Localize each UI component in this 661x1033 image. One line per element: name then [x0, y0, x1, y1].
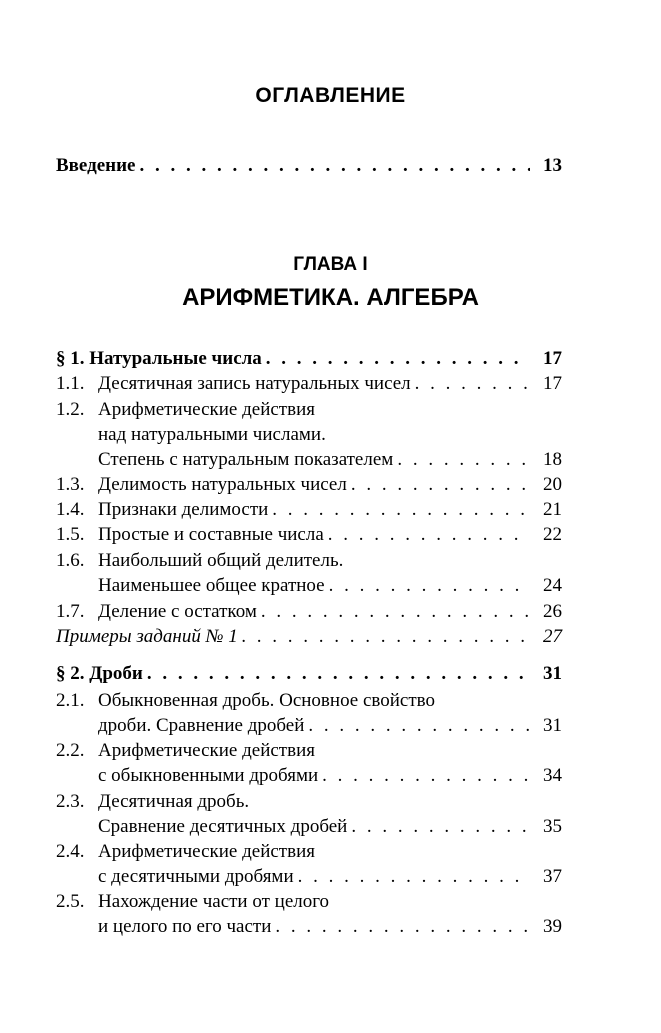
entry-title: Десятичная запись натуральных чисел — [98, 373, 411, 394]
entry-page-number: 22 — [543, 524, 562, 545]
leader-dots — [275, 914, 530, 939]
toc-row — [56, 548, 562, 573]
toc-row — [56, 346, 562, 371]
toc-row — [56, 599, 562, 624]
entry-title: Признаки делимости — [98, 499, 269, 520]
toc-row — [56, 153, 562, 178]
entry-title: над натуральными числами. — [98, 424, 326, 445]
entry-title: Арифметические действия — [98, 740, 315, 761]
entry-number: 2.4. — [56, 841, 85, 862]
entry-title: с десятичными дробями — [98, 866, 294, 887]
leader-dots — [242, 624, 530, 649]
chapter-title: АРИФМЕТИКА. АЛГЕБРА — [182, 284, 479, 311]
toc-entry — [56, 688, 562, 738]
entry-title: Делимость натуральных чисел — [98, 474, 347, 495]
entry-number: 1.5. — [56, 524, 85, 545]
toc-row — [56, 814, 562, 839]
entry-page-number: 21 — [543, 499, 562, 520]
leader-dots — [351, 814, 530, 839]
toc-row — [56, 397, 562, 422]
entry-title: § 1. Натуральные числа — [56, 348, 262, 369]
toc-row — [56, 713, 562, 738]
entry-title: дроби. Сравнение дробей — [98, 715, 305, 736]
entry-number: 2.3. — [56, 791, 85, 812]
entry-page-number: 24 — [543, 575, 562, 596]
entry-number: 2.1. — [56, 690, 85, 711]
leader-dots — [272, 497, 530, 522]
entry-page-number: 20 — [543, 474, 562, 495]
leader-dots — [147, 661, 530, 686]
entry-page-number: 35 — [543, 816, 562, 837]
leader-dots — [328, 522, 530, 547]
intro-page-number: 13 — [543, 155, 562, 176]
toc-row — [56, 422, 562, 447]
entry-number: 1.6. — [56, 550, 85, 571]
toc-entry — [56, 661, 562, 686]
toc-row — [56, 763, 562, 788]
toc-entry — [56, 624, 562, 649]
entry-page-number: 34 — [543, 765, 562, 786]
leader-dots — [397, 447, 530, 472]
toc-entry-intro — [56, 153, 562, 178]
toc-title: ОГЛАВЛЕНИЕ — [255, 84, 406, 107]
entry-page-number: 31 — [543, 663, 562, 684]
entry-page-number: 17 — [543, 348, 562, 369]
intro-title: Введение — [56, 155, 136, 176]
leader-dots — [329, 573, 530, 598]
entry-number: 1.7. — [56, 601, 85, 622]
leader-dots — [298, 864, 530, 889]
toc-row — [56, 839, 562, 864]
toc-row — [56, 497, 562, 522]
entry-title: Примеры заданий № 1 — [56, 626, 238, 647]
entry-title: Простые и составные числа — [98, 524, 324, 545]
toc-row — [56, 864, 562, 889]
leader-dots — [415, 371, 530, 396]
toc-entry — [56, 789, 562, 839]
toc-row — [56, 914, 562, 939]
leader-dots — [140, 153, 531, 178]
entry-number: 1.1. — [56, 373, 85, 394]
toc-row — [56, 472, 562, 497]
entry-page-number: 27 — [543, 626, 562, 647]
entry-title: Степень с натуральным показателем — [98, 449, 394, 470]
entry-title: Наименьшее общее кратное — [98, 575, 325, 596]
entry-page-number: 26 — [543, 601, 562, 622]
toc-entry — [56, 889, 562, 939]
toc-entry — [56, 472, 562, 497]
entry-page-number: 31 — [543, 715, 562, 736]
leader-dots — [322, 763, 530, 788]
entry-number: 2.5. — [56, 891, 85, 912]
chapter-number: ГЛАВА I — [293, 254, 368, 275]
toc-row — [56, 688, 562, 713]
leader-dots — [261, 599, 530, 624]
entry-page-number: 18 — [543, 449, 562, 470]
toc-row — [56, 661, 562, 686]
entry-title: с обыкновенными дробями — [98, 765, 319, 786]
toc-entry — [56, 599, 562, 624]
entry-title: § 2. Дроби — [56, 663, 143, 684]
toc-entry — [56, 839, 562, 889]
leader-dots — [351, 472, 530, 497]
entry-title: Десятичная дробь. — [98, 791, 250, 812]
toc-row — [56, 789, 562, 814]
entry-number: 1.2. — [56, 399, 85, 420]
toc-entry — [56, 397, 562, 472]
toc-entry — [56, 497, 562, 522]
entry-title: Сравнение десятичных дробей — [98, 816, 348, 837]
entry-page-number: 37 — [543, 866, 562, 887]
entry-number: 1.3. — [56, 474, 85, 495]
entry-number: 1.4. — [56, 499, 85, 520]
toc-entry — [56, 346, 562, 371]
entry-title: и целого по его части — [98, 916, 272, 937]
leader-dots — [308, 713, 530, 738]
toc-entry — [56, 548, 562, 598]
toc-row — [56, 624, 562, 649]
entry-title: Обыкновенная дробь. Основное свойство — [98, 690, 435, 711]
entry-title: Наибольший общий делитель. — [98, 550, 344, 571]
toc-row — [56, 738, 562, 763]
toc-row — [56, 522, 562, 547]
toc-entry — [56, 371, 562, 396]
toc-row — [56, 447, 562, 472]
toc-row — [56, 573, 562, 598]
entry-title: Деление с остатком — [98, 601, 257, 622]
toc-row — [56, 371, 562, 396]
leader-dots — [266, 346, 530, 371]
entry-title: Арифметические действия — [98, 841, 315, 862]
entry-number: 2.2. — [56, 740, 85, 761]
entry-title: Арифметические действия — [98, 399, 315, 420]
toc-entry — [56, 738, 562, 788]
entry-page-number: 17 — [543, 373, 562, 394]
entry-page-number: 39 — [543, 916, 562, 937]
toc-row — [56, 889, 562, 914]
entry-title: Нахождение части от целого — [98, 891, 330, 912]
toc-entry — [56, 522, 562, 547]
